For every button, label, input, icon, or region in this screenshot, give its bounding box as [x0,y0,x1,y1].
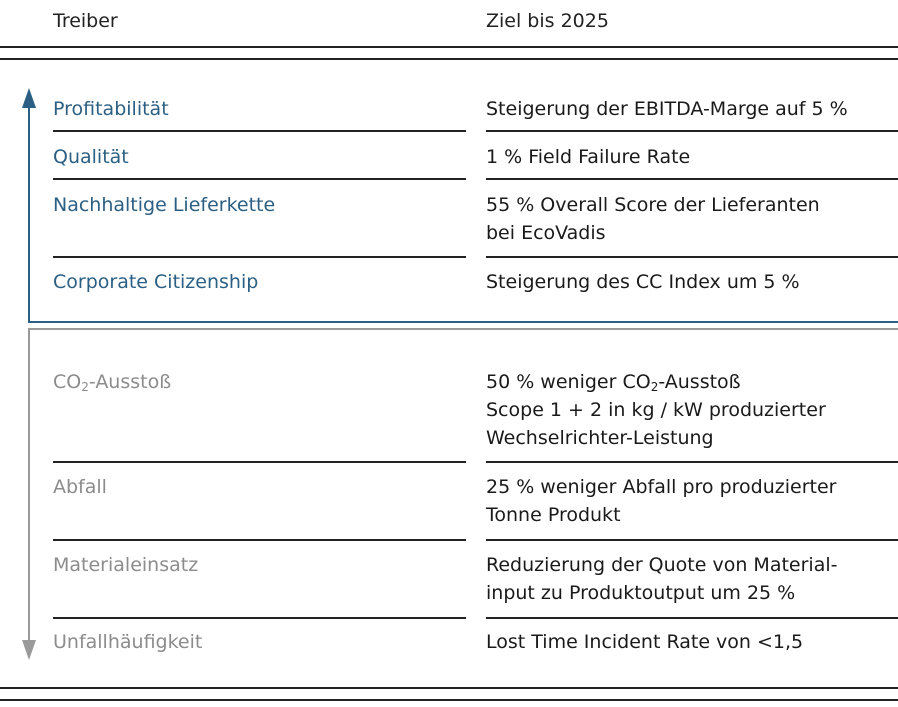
driver-co2-emissions: $CO_2$-Ausstoß [53,371,172,394]
driver-accident-frequency: Unfallhäufigkeit [53,631,203,653]
header-rule-top [0,46,898,48]
target-supply-chain-line1: 55 % Overall Score der Lieferanten [486,194,820,216]
row-divider-right [486,256,898,258]
target-profitability: Steigerung der EBITDA-Marge auf 5 % [486,98,848,120]
footer-rule-top [0,687,898,689]
target-quality: 1 % Field Failure Rate [486,146,691,168]
up-arrow-icon [14,86,44,326]
driver-quality: Qualität [53,146,129,168]
down-arrow-icon [14,328,44,663]
target-co2-line2: Scope 1 + 2 in kg / kW produzierter [486,399,826,421]
row-divider-right [486,461,898,463]
footer-rule-bottom [0,699,898,701]
target-co2-line1: 50 % weniger $CO_2$-Ausstoß [486,371,741,394]
target-waste-line2: Tonne Produkt [486,504,621,526]
row-divider-left [53,539,466,541]
target-accident-frequency: Lost Time Incident Rate von <1,5 [486,631,804,653]
row-divider-right [486,130,898,132]
row-divider-left [53,617,466,619]
row-divider-left [53,178,466,180]
header-rule-bottom [0,58,898,60]
blue-group-bottom-rule [28,321,898,323]
column-header-driver: Treiber [53,10,118,32]
target-material-line1: Reduzierung der Quote von Material- [486,554,838,576]
driver-material-use: Materialeinsatz [53,554,199,576]
row-divider-left [53,256,466,258]
target-material-line2: input zu Produktoutput um 25 % [486,582,796,604]
row-divider-left [53,461,466,463]
target-corporate-citizenship: Steigerung des CC Index um 5 % [486,271,800,293]
row-divider-right [486,539,898,541]
row-divider-right [486,178,898,180]
row-divider-right [486,617,898,619]
driver-profitability: Profitabilität [53,98,169,120]
row-divider-left [53,130,466,132]
driver-corporate-citizenship: Corporate Citizenship [53,271,259,293]
driver-waste: Abfall [53,476,107,498]
target-supply-chain-line2: bei EcoVadis [486,222,606,244]
target-co2-line3: Wechselrichter-Leistung [486,427,714,449]
driver-sustainable-supply-chain: Nachhaltige Lieferkette [53,194,276,216]
grey-group-top-rule [28,328,898,330]
target-waste-line1: 25 % weniger Abfall pro produzierter [486,476,837,498]
column-header-target: Ziel bis 2025 [486,10,609,32]
